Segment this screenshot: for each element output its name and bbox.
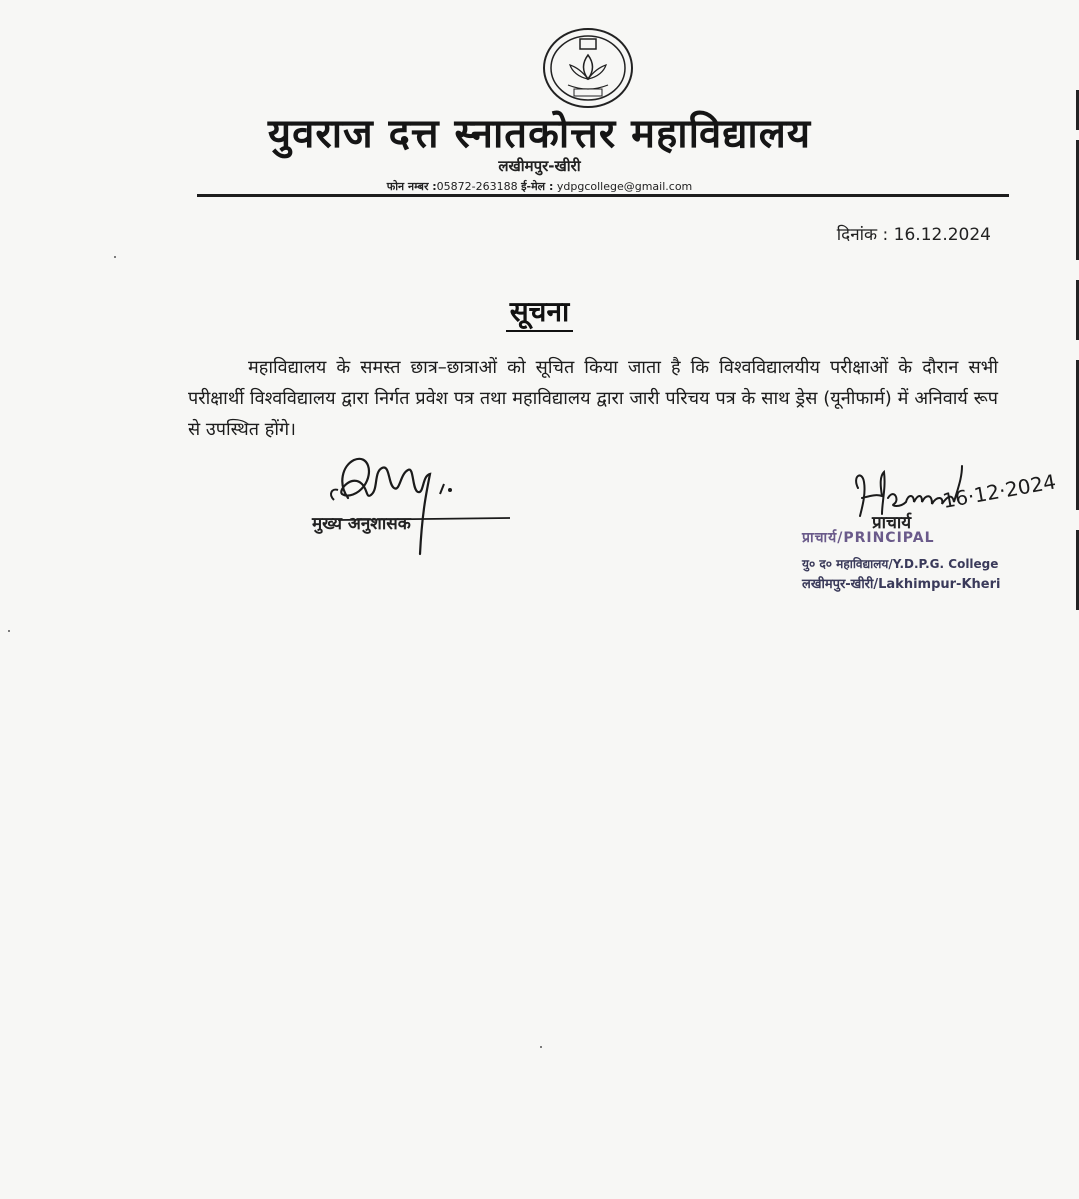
email-address: ydpgcollege@gmail.com xyxy=(556,180,693,193)
phone-number: 05872-263188 xyxy=(436,180,518,193)
principal-stamp xyxy=(802,528,1000,592)
phone-label: फोन नम्बर : xyxy=(386,180,437,193)
scan-speck xyxy=(8,630,10,632)
contact-line xyxy=(0,179,1079,194)
college-name: युवराज दत्त स्नातकोत्तर महाविद्यालय xyxy=(267,110,812,157)
chief-proctor-title: मुख्य अनुशासक xyxy=(312,514,411,534)
scan-speck xyxy=(114,256,116,258)
notice-heading: सूचना xyxy=(0,292,1079,330)
scan-speck xyxy=(540,1046,542,1048)
stamp-line-designation: प्राचार्य/PRINCIPAL xyxy=(802,530,935,546)
stamp-line-city: लखीमपुर-खीरी/Lakhimpur-Kheri xyxy=(802,577,1001,592)
college-emblem-icon xyxy=(542,27,634,109)
stamp-line-college: यु० द० महाविद्यालय/Y.D.P.G. College xyxy=(802,557,999,571)
college-city: लखीमपुर-खीरी xyxy=(498,157,581,175)
principal-signature-block xyxy=(790,458,1060,598)
handwritten-signature-icon xyxy=(790,458,1060,528)
chief-proctor-signature-block xyxy=(308,454,528,564)
handwritten-signature-icon xyxy=(308,454,528,564)
svg-text:16·12·2024: 16·12·2024 xyxy=(940,469,1058,513)
date-label: दिनांक : xyxy=(836,225,889,245)
date-value: 16.12.2024 xyxy=(893,225,991,245)
principal-title: प्राचार्य xyxy=(872,513,912,533)
header-divider xyxy=(197,194,1009,197)
notice-body: महाविद्यालय के समस्त छात्र–छात्राओं को सूचित किया जाता है कि विश्वविद्यालयीय परीक्षाओं के दौरान सभी परीक्षार्थी विश्वविद्यालय द्वारा निर्गत प्रवेश पत्र तथा महाविद्यालय द्वारा जारी परिचय पत्र के साथ ड्रेस (यूनीफार्म) में अनिवार्य रूप से उपस्थित होंगे। xyxy=(188,357,998,440)
notice-date xyxy=(837,222,991,245)
email-label: ई-मेल : xyxy=(521,180,554,193)
